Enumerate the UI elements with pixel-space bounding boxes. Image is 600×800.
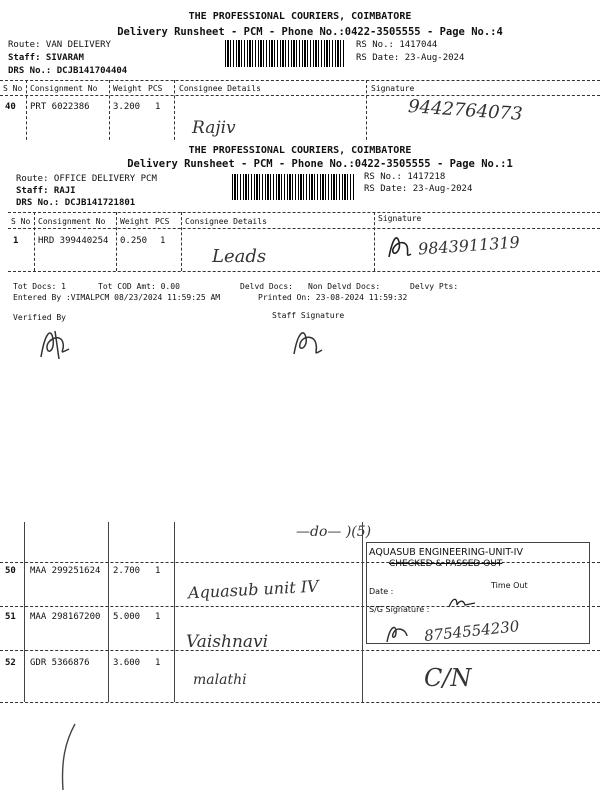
staff-signature — [288, 322, 328, 362]
row-consignment: HRD 399440254 — [38, 236, 109, 246]
rs-number: RS No.: 1417218 — [364, 172, 446, 182]
route-label: Route: VAN DELIVERY — [8, 40, 111, 50]
barcode — [232, 174, 354, 200]
row-pcs: 1 — [160, 236, 166, 246]
row-50-pcs: 1 — [155, 566, 161, 576]
barcode — [225, 40, 345, 67]
stamp-line-1: AQUASUB ENGINEERING-UNIT-IV — [369, 547, 523, 558]
stamp-line-2: CHECKED & PASSED OUT — [389, 559, 503, 569]
handwritten-stroke — [55, 722, 85, 792]
row-50-consignment: MAA 299251624 — [30, 566, 101, 576]
delivery-points: Delvy Pts: — [410, 282, 459, 291]
staff-label: Staff: RAJI — [16, 186, 76, 196]
row-51-weight: 5.000 — [113, 612, 141, 622]
row-52-consignment: GDR 5366876 — [30, 658, 90, 668]
header-consignment: Consignment No — [30, 84, 98, 93]
header-weight: Weight — [120, 217, 149, 226]
rs-number: RS No.: 1417044 — [356, 40, 438, 50]
runsheet-page-4 — [0, 0, 600, 145]
route-label: Route: OFFICE DELIVERY PCM — [16, 174, 157, 184]
handwritten-consignee: Aquasub unit IV — [187, 576, 320, 603]
row-pcs: 1 — [155, 102, 161, 112]
drs-number: DRS No.: DCJB141704404 — [8, 66, 128, 76]
runsheet-page-1 — [0, 140, 600, 525]
delivered-docs: Delvd Docs: — [240, 282, 293, 291]
staff-signature-label: Staff Signature — [272, 311, 345, 320]
row-sno: 1 — [13, 236, 19, 246]
row-52-weight: 3.600 — [113, 658, 141, 668]
staff-label: Staff: SIVARAM — [8, 53, 84, 63]
handwritten-signature: 9843911319 — [417, 232, 521, 259]
runsheet-title: Delivery Runsheet - PCM - Phone No.:0422-3505555 - Page No.:4 — [117, 26, 503, 38]
verifier-signature — [35, 323, 75, 363]
row-50-weight: 2.700 — [113, 566, 141, 576]
header-pcs: PCS — [148, 84, 163, 93]
header-sno: S No — [3, 84, 23, 93]
rs-date: RS Date: 23-Aug-2024 — [356, 53, 465, 63]
handwritten-signature: 9442764073 — [407, 96, 524, 125]
runsheet-title: Delivery Runsheet - PCM - Phone No.:0422-3505555 - Page No.:1 — [127, 158, 513, 170]
row-consignment: PRT 6022386 — [30, 102, 90, 112]
handwritten-consignee: Leads — [212, 246, 267, 267]
handwritten-signature: C/N — [424, 664, 472, 692]
stamp-time-out-label: Time Out — [491, 581, 528, 590]
total-cod-amount: Tot COD Amt: 0.00 — [98, 282, 180, 291]
header-weight: Weight — [113, 84, 142, 93]
row-weight: 3.200 — [113, 102, 141, 112]
row-52-pcs: 1 — [155, 658, 161, 668]
row-51-consignment: MAA 298167200 — [30, 612, 101, 622]
handwritten-signature: 8754554230 — [423, 617, 521, 645]
header-sno: S No — [11, 217, 31, 226]
row-51-sno: 51 — [5, 612, 16, 622]
company-title: THE PROFESSIONAL COURIERS, COIMBATORE — [188, 11, 412, 22]
verified-by-label: Verified By — [13, 313, 66, 322]
header-signature: Signature — [378, 214, 422, 223]
header-pcs: PCS — [155, 217, 170, 226]
row-51-pcs: 1 — [155, 612, 161, 622]
handwritten-consignee: Rajiv — [192, 118, 236, 138]
row-52-sno: 52 — [5, 658, 16, 668]
rs-date: RS Date: 23-Aug-2024 — [364, 184, 473, 194]
entered-by: Entered By :VIMALPCM 08/23/2024 11:59:25 AM — [13, 293, 221, 302]
handwritten-consignee: Vaishnavi — [186, 632, 269, 652]
header-consignee: Consignee Details — [179, 84, 261, 93]
drs-number: DRS No.: DCJB141721801 — [16, 198, 136, 208]
stamp-signature-scribble — [447, 595, 477, 611]
runsheet-continuation — [0, 522, 600, 800]
row-sno: 40 — [5, 102, 16, 112]
header-consignee: Consignee Details — [185, 217, 267, 226]
non-delivered-docs: Non Delvd Docs: — [308, 282, 381, 291]
handwritten-initial-signature — [385, 232, 415, 262]
header-signature: Signature — [371, 84, 415, 93]
company-stamp — [366, 542, 590, 644]
stamp-signature-label: S/G Signature : — [369, 605, 430, 614]
total-docs: Tot Docs: 1 — [13, 282, 66, 291]
stamp-date-label: Date : — [369, 587, 394, 596]
row-weight: 0.250 — [120, 236, 148, 246]
handwritten-scribble: —do— )(5) — [296, 524, 372, 540]
row-50-sno: 50 — [5, 566, 16, 576]
printed-on: Printed On: 23-08-2024 11:59:32 — [258, 293, 408, 302]
company-title: THE PROFESSIONAL COURIERS, COIMBATORE — [188, 145, 412, 156]
handwritten-consignee: malathi — [193, 672, 247, 688]
header-consignment: Consignment No — [38, 217, 106, 226]
